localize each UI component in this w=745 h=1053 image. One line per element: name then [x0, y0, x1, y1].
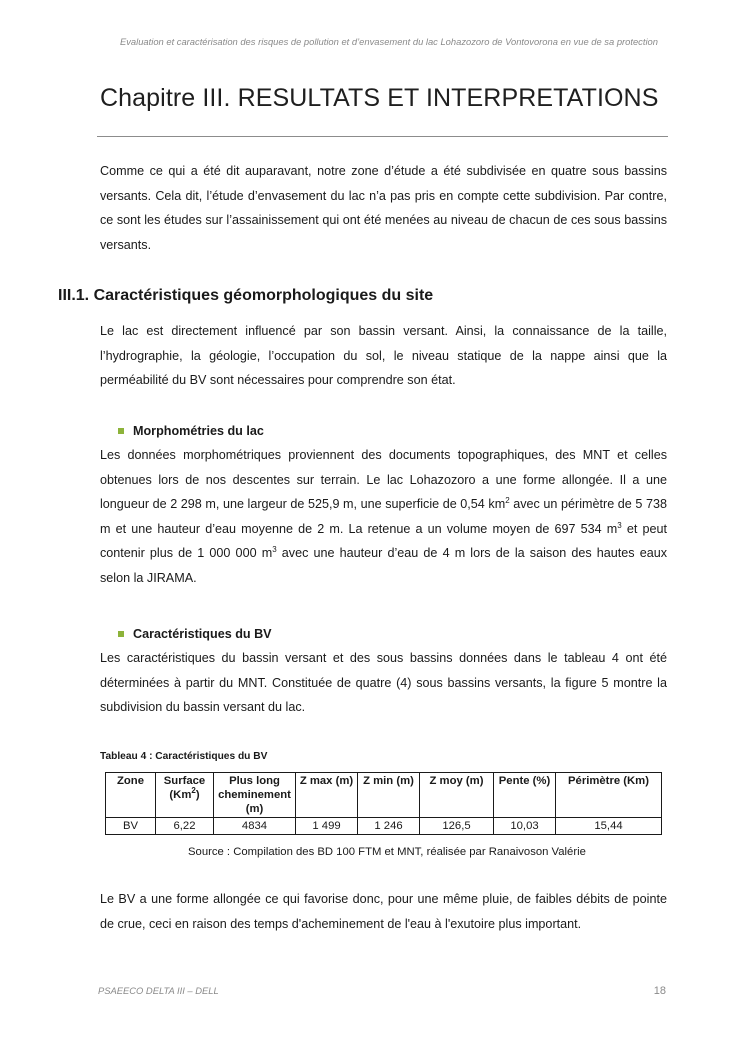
morphometry-text: avec une hauteur d’eau de 4 m lors de la saison des hautes eaux selon la JIRAMA.: [100, 546, 668, 585]
conclusion-paragraph: Le BV a une forme allongée ce qui favorise donc, pour une même pluie, de faibles débits de pointe de crue, ceci en raison des temps d'acheminement de l'eau à l'exutoire plus important.: [100, 892, 667, 931]
cell-perimetre: 15,44: [556, 818, 662, 835]
square-bullet-icon: [118, 631, 124, 637]
morphometry-text: avec un périmètre de 5 738 m et une hauteur d’eau moyenne de 2 m. La retenue a un volume moyen de 697 534 m: [100, 497, 667, 536]
header-zmoy: Z moy (m): [420, 773, 494, 818]
morphometry-heading-label: Morphométries du lac: [133, 424, 264, 438]
superscript: 3: [272, 545, 277, 554]
table-source: Source : Compilation des BD 100 FTM et MNT, réalisée par Ranaivoson Valérie: [188, 846, 586, 858]
running-header: Evaluation et caractérisation des risques de pollution et d’envasement du lac Lohazozoro de Vontovorona en vue de sa protection: [119, 36, 658, 47]
cell-zmax: 1 499: [296, 818, 358, 835]
superscript: 2: [191, 786, 196, 795]
table-caption: Tableau 4 : Caractéristiques du BV: [100, 751, 268, 762]
header-zone: Zone: [106, 773, 156, 818]
morphometry-text: Les données morphométriques proviennent des documents topographiques, des MNT et celles obtenues lors de nos descentes sur terrain. Le lac Lohazozoro a une forme allongée. Il a une longueur de 2 298 m, une largeur de 525,9 m, une superficie de 0,54 km: [100, 448, 667, 511]
morphometry-paragraph: [100, 443, 667, 590]
table-header-row: [106, 773, 662, 818]
title-divider: [97, 136, 668, 137]
superscript: 2: [505, 496, 510, 505]
bv-paragraph: Les caractéristiques du bassin versant et des sous bassins données dans le tableau 4 ont été déterminées à partir du MNT. Constituée de quatre (4) sous bassins versants, la figure 5 montre la subdivision du bassin versant du lac.: [100, 651, 667, 714]
chapter-title: Chapitre III. RESULTATS ET INTERPRETATIONS: [100, 84, 659, 112]
table-row: [106, 818, 662, 835]
header-zmax: Z max (m): [296, 773, 358, 818]
bv-heading: [118, 627, 272, 641]
header-surface: [156, 773, 214, 818]
section-heading: III.1. Caractéristiques géomorphologiques du site: [58, 287, 434, 304]
bv-heading-label: Caractéristiques du BV: [133, 627, 272, 641]
footer-label: PSAEECO DELTA III – DELL: [98, 985, 219, 996]
morphometry-heading: [118, 424, 264, 438]
morphometry-text: et peut contenir plus de 1 000 000 m: [100, 521, 668, 560]
cell-surface: 6,22: [156, 818, 214, 835]
header-pente: Pente (%): [494, 773, 556, 818]
header-perimetre: Périmètre (Km): [556, 773, 662, 818]
header-plus-long: Plus long cheminement (m): [214, 773, 296, 818]
chapter-intro-paragraph: Comme ce qui a été dit auparavant, notre zone d’étude a été subdivisée en quatre sous bassins versants. Cela dit, l’étude d’envasement du lac n’a pas pris en compte cette subdivision. Par contre, ce sont les études sur l’assainissement qui ont été menées au niveau de chacun de ces sous bassins versants.: [100, 164, 667, 252]
cell-plus-long: 4834: [214, 818, 296, 835]
square-bullet-icon: [118, 428, 124, 434]
cell-zmoy: 126,5: [420, 818, 494, 835]
header-surface-text: Surface (Km: [163, 775, 206, 801]
header-zmin: Z min (m): [358, 773, 420, 818]
cell-zmin: 1 246: [358, 818, 420, 835]
section-intro-paragraph: Le lac est directement influencé par son bassin versant. Ainsi, la connaissance de la taille, l’hydrographie, la géologie, l’occupation du sol, le niveau statique de la nappe ainsi que la perméabilité du BV sont nécessaires pour comprendre son état.: [100, 324, 667, 387]
cell-zone: BV: [106, 818, 156, 835]
superscript: 3: [617, 520, 622, 530]
characteristics-table: [105, 772, 662, 835]
page-number: 18: [653, 985, 666, 997]
header-surface-end: ): [195, 789, 200, 801]
cell-pente: 10,03: [494, 818, 556, 835]
